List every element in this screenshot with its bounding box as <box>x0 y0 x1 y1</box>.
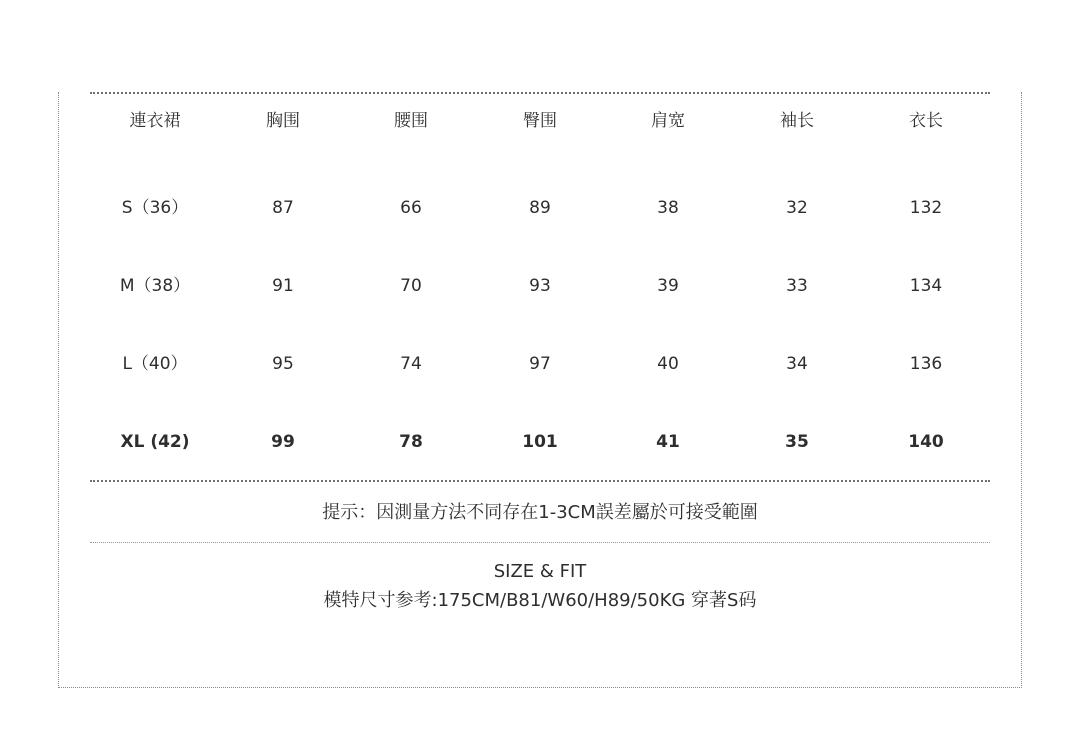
shoulder-header: 肩宽 <box>651 111 685 131</box>
measurement-cell: 91 <box>272 276 294 296</box>
model-size-reference: 模特尺寸参考:175CM/B81/W60/H89/50KG 穿著S码 <box>323 590 757 611</box>
size-label-cell: M（38） <box>119 276 191 296</box>
measurement-cell: 40 <box>657 354 679 374</box>
measurement-cell: 87 <box>272 198 294 218</box>
measurement-cell: 35 <box>785 432 809 452</box>
measurement-cell: 89 <box>529 198 551 218</box>
measurement-cell: 70 <box>400 276 422 296</box>
length-header: 衣长 <box>909 111 943 131</box>
measurement-cell: 99 <box>271 432 295 452</box>
measurement-cell: 33 <box>786 276 808 296</box>
measurement-cell: 95 <box>272 354 294 374</box>
waist-header: 腰围 <box>394 111 428 131</box>
size-label-cell: S（36） <box>121 198 189 218</box>
measurement-cell: 41 <box>656 432 680 452</box>
measurement-cell: 101 <box>522 432 558 452</box>
hip-header: 臀围 <box>523 111 557 131</box>
sleeve-header: 袖长 <box>780 111 814 131</box>
top-dotted-divider <box>90 92 990 94</box>
measurement-cell: 74 <box>400 354 422 374</box>
measurement-cell: 132 <box>909 198 943 218</box>
measurement-cell: 93 <box>529 276 551 296</box>
measurement-cell: 140 <box>908 432 944 452</box>
measurement-hint: 提示：因測量方法不同存在1-3CM誤差屬於可接受範圍 <box>322 502 758 523</box>
measurement-cell: 136 <box>909 354 943 374</box>
measurement-cell: 97 <box>529 354 551 374</box>
middle-dotted-divider <box>90 480 990 482</box>
measurement-cell: 34 <box>786 354 808 374</box>
size-label-cell: XL (42) <box>120 432 190 452</box>
measurement-cell: 66 <box>400 198 422 218</box>
size-label-cell: L（40） <box>122 354 188 374</box>
dress-header: 連衣裙 <box>129 111 181 131</box>
measurement-cell: 134 <box>909 276 943 296</box>
size-fit-title: SIZE & FIT <box>493 561 587 582</box>
measurement-cell: 78 <box>399 432 423 452</box>
measurement-cell: 32 <box>786 198 808 218</box>
lower-dotted-divider <box>90 542 990 543</box>
measurement-cell: 38 <box>657 198 679 218</box>
bust-header: 胸围 <box>266 111 300 131</box>
measurement-cell: 39 <box>657 276 679 296</box>
